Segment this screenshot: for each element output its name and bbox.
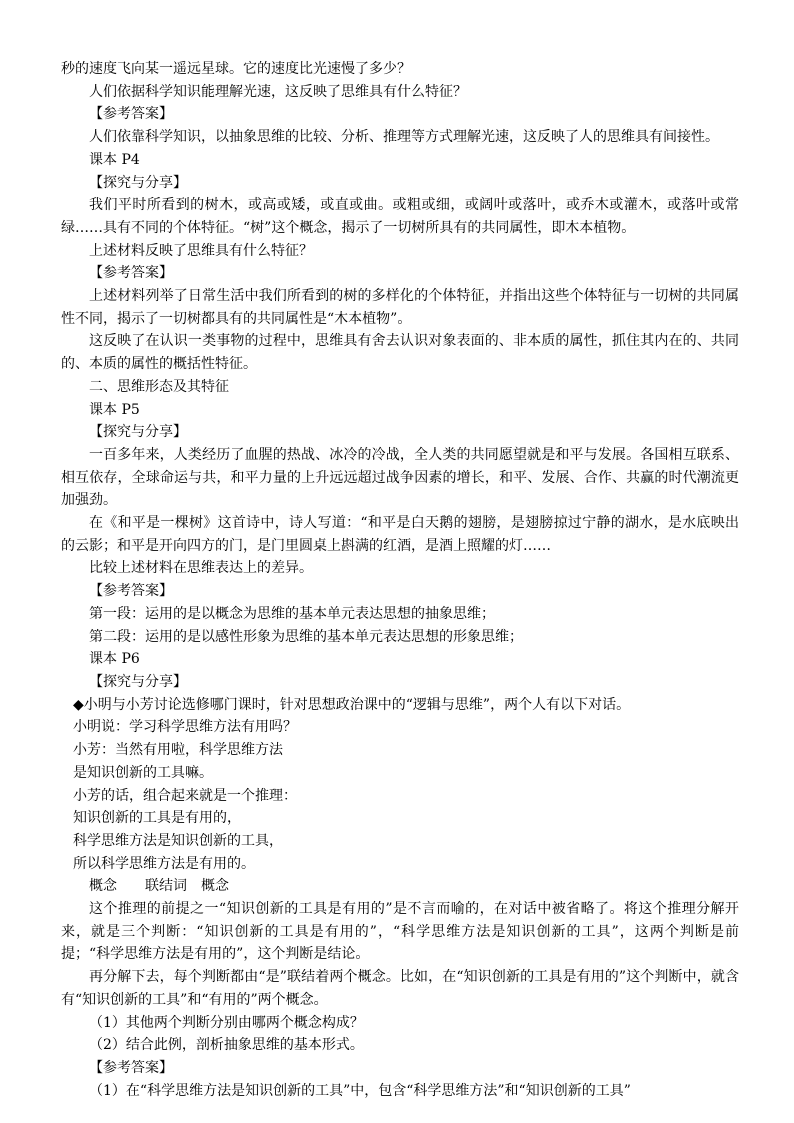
explore-heading: 【探究与分享】	[89, 424, 187, 441]
question-text: 比较上述材料在思维表达上的差异。	[89, 560, 313, 577]
material-paragraph: 一百多年来，人类经历了血腥的热战、冰冷的冷战，全人类的共同愿望就是和平与发展。各国相互联系、相互依存，全球命运与共，和平力量的上升远远超过战争因素的增长，和平、发展、合作、共赢的时代潮流更加强劲。	[61, 446, 739, 509]
answer-text: 这反映了在认识一类事物的过程中，思维具有舍去认识对象表面的、非本质的属性，抓住其内在的、共同的、本质的属性的概括性特征。	[61, 333, 739, 373]
textbook-page-ref: 课本 P5	[89, 401, 140, 418]
explore-heading: 【探究与分享】	[89, 174, 187, 191]
textbook-page-ref: 课本 P6	[89, 651, 140, 668]
question-continuation: 秒的速度飞向某一遥远星球。它的速度比光速慢了多少？	[61, 61, 411, 77]
explore-heading: 【探究与分享】	[89, 673, 187, 690]
answer-text: 上述材料列举了日常生活中我们所看到的树的多样化的个体特征，并指出这些个体特征与一切树的共同属性不同，揭示了一切树都具有的共同属性是“木本植物”。	[61, 288, 739, 327]
document-page	[61, 58, 739, 1102]
question-text: （1）其他两个判断分别由哪两个概念构成？	[89, 1014, 364, 1031]
syllogism-premise: 科学思维方法是知识创新的工具，	[73, 832, 283, 849]
syllogism-conclusion: 所以科学思维方法是有用的。	[73, 855, 255, 872]
answer-heading: 【参考答案】	[89, 583, 173, 600]
material-paragraph: 这个推理的前提之一“知识创新的工具是有用的”是不言而喻的，在对话中被省略了。将这个推理分解开来，就是三个判断：“知识创新的工具是有用的”，“科学思维方法是知识创新的工具”，这两个判断是前提；“科学思维方法是有用的”，这个判断是结论。	[61, 901, 739, 963]
textbook-page-ref: 课本 P4	[89, 151, 140, 168]
answer-heading: 【参考答案】	[89, 265, 173, 282]
dialogue-intro: ◆小明与小芳讨论选修哪门课时，针对思想政治课中的“逻辑与思维”，两个人有以下对话。	[73, 696, 631, 713]
answer-heading: 【参考答案】	[89, 1059, 173, 1076]
material-paragraph: 我们平时所看到的树木，或高或矮，或直或曲。或粗或细，或阔叶或落叶，或乔木或灌木，或落叶或常绿……具有不同的个体特征。“树”这个概念，揭示了一切树所具有的共同属性，即木本植物。	[61, 197, 739, 236]
question-text: （2）结合此例，剖析抽象思维的基本形式。	[89, 1037, 364, 1054]
concept-annotation: 概念 联结词 概念	[89, 878, 229, 895]
answer-text: 人们依靠科学知识，以抽象思维的比较、分析、推理等方式理解光速，这反映了人的思维具有间接性。	[89, 129, 719, 146]
answer-text: （1）在“科学思维方法是知识创新的工具”中，包含“科学思维方法”和“知识创新的工具”	[89, 1082, 631, 1099]
answer-heading: 【参考答案】	[89, 106, 173, 123]
dialogue-line: 是知识创新的工具嘛。	[73, 764, 213, 781]
section-heading: 二、思维形态及其特征	[89, 378, 229, 395]
answer-text: 第二段：运用的是以感性形象为思维的基本单元表达思想的形象思维；	[89, 628, 523, 645]
question-text: 人们依据科学知识能理解光速，这反映了思维具有什么特征？	[89, 83, 467, 100]
poem-paragraph: 在《和平是一棵树》这首诗中，诗人写道：“和平是白天鹅的翅膀，是翅膀掠过宁静的湖水，是水底映出的云影；和平是开向四方的门，是门里圆桌上斟满的红酒，是酒上照耀的灯……	[61, 515, 739, 554]
answer-text: 第一段：运用的是以概念为思维的基本单元表达思想的抽象思维；	[89, 605, 495, 622]
material-paragraph: 再分解下去，每个判断都由“是”联结着两个概念。比如，在“知识创新的工具是有用的”这个判断中，就含有“知识创新的工具”和“有用的”两个概念。	[61, 969, 739, 1008]
syllogism-premise: 知识创新的工具是有用的，	[73, 810, 241, 827]
dialogue-line: 小芳：当然有用啦，科学思维方法	[73, 742, 283, 759]
question-text: 上述材料反映了思维具有什么特征？	[89, 242, 313, 259]
dialogue-line: 小明说：学习科学思维方法有用吗？	[73, 719, 297, 736]
dialogue-line: 小芳的话，组合起来就是一个推理：	[73, 787, 297, 804]
